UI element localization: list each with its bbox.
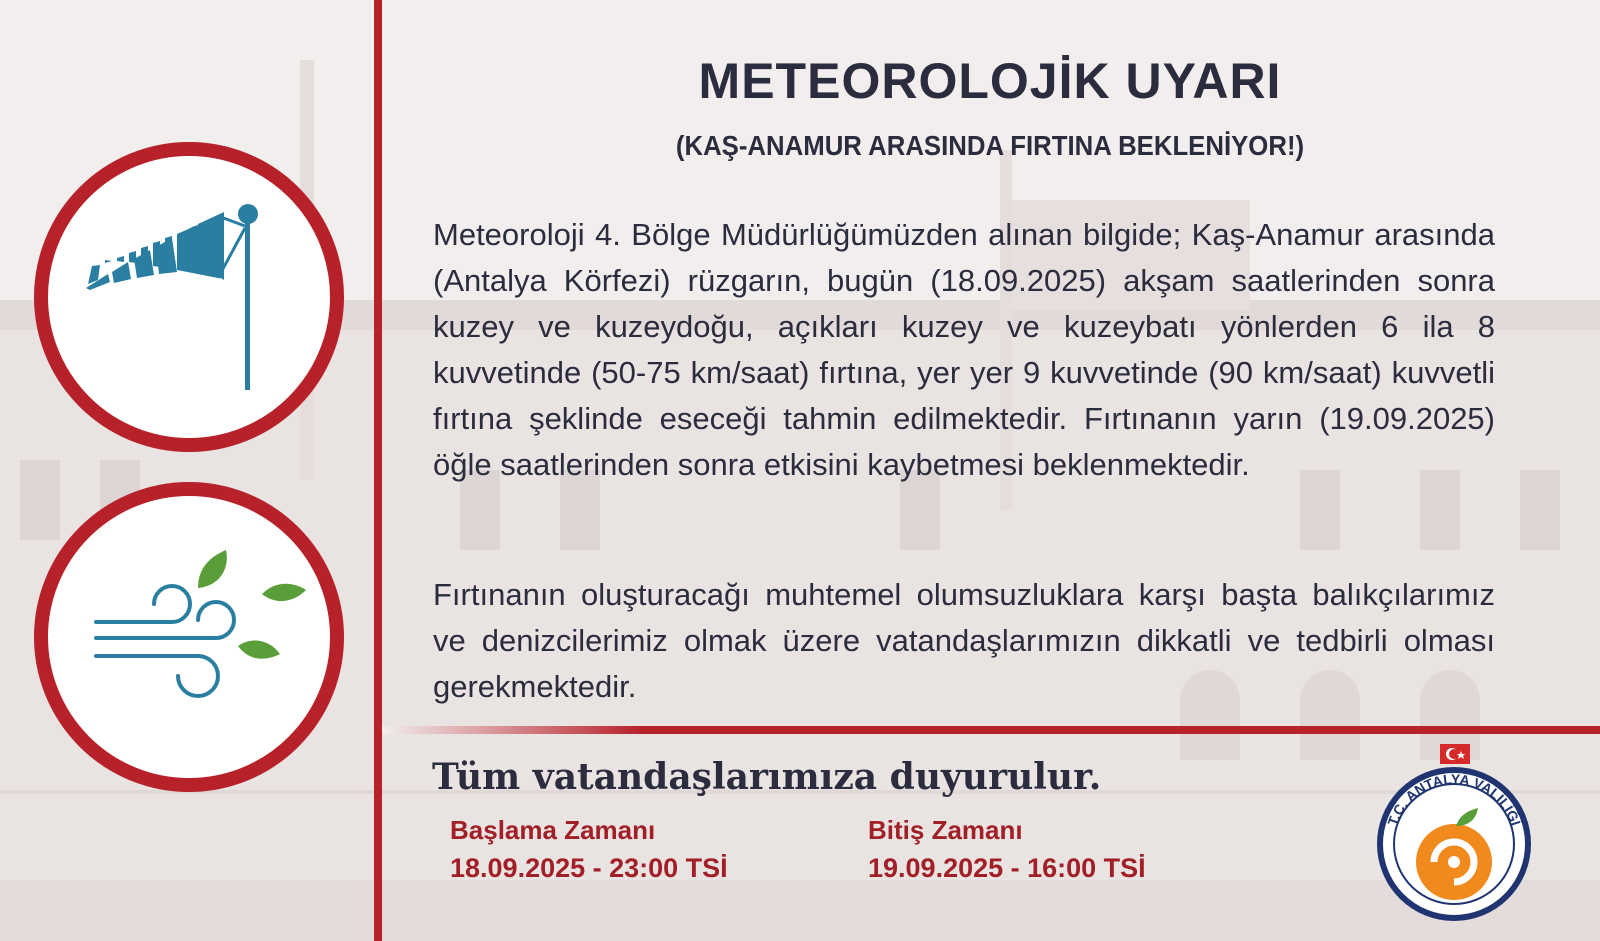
divider-fade	[382, 726, 642, 734]
start-time-value: 18.09.2025 - 23:00 TSİ	[450, 853, 728, 883]
logo-text: T.C. ANTALYA VALİLİĞİ	[1384, 770, 1524, 828]
wind-leaves-icon	[48, 496, 330, 778]
start-time-label: Başlama Zamanı	[450, 815, 656, 845]
end-time-value: 19.09.2025 - 16:00 TSİ	[868, 853, 1146, 883]
page-subtitle: (KAŞ-ANAMUR ARASINDA FIRTINA BEKLENİYOR!)	[675, 130, 1305, 161]
windsock-badge	[34, 142, 344, 452]
vertical-divider	[374, 0, 382, 941]
advice-paragraph: Fırtınanın oluşturacağı muhtemel olumsuzluklara karşı başta balıkçılarımız ve denizcilerimiz olmak üzere vatandaşlarımızın dikkatli ve tedbirli olması gerekmektedir.	[433, 577, 1495, 704]
warning-paragraph: Meteoroloji 4. Bölge Müdürlüğümüzden alınan bilgide; Kaş-Anamur arasında (Antalya Körfezi) rüzgarın, bugün (18.09.2025) akşam saatlerinden sonra kuzey ve kuzeydoğu, açıkları kuzey ve kuzeybatı yönlerden 6 ila 8 kuvvetinde (50-75 km/saat) fırtına, yer yer 9 kuvvetinde (90 km/saat) kuvvetli fırtına şeklinde eseceği tahmin edilmektedir. Fırtınanın yarın (19.09.2025) öğle saatlerinden sonra etkisini kaybetmesi beklenmektedir.	[433, 217, 1495, 482]
end-time-label: Bitiş Zamanı	[868, 815, 1023, 845]
windsock-icon	[48, 156, 330, 438]
announcement-line: Tüm vatandaşlarımıza duyurulur.	[432, 756, 1102, 798]
wind-badge	[34, 482, 344, 792]
antalya-valiligi-logo	[1364, 744, 1544, 924]
page-title: METEOROLOJİK UYARI	[698, 53, 1282, 109]
